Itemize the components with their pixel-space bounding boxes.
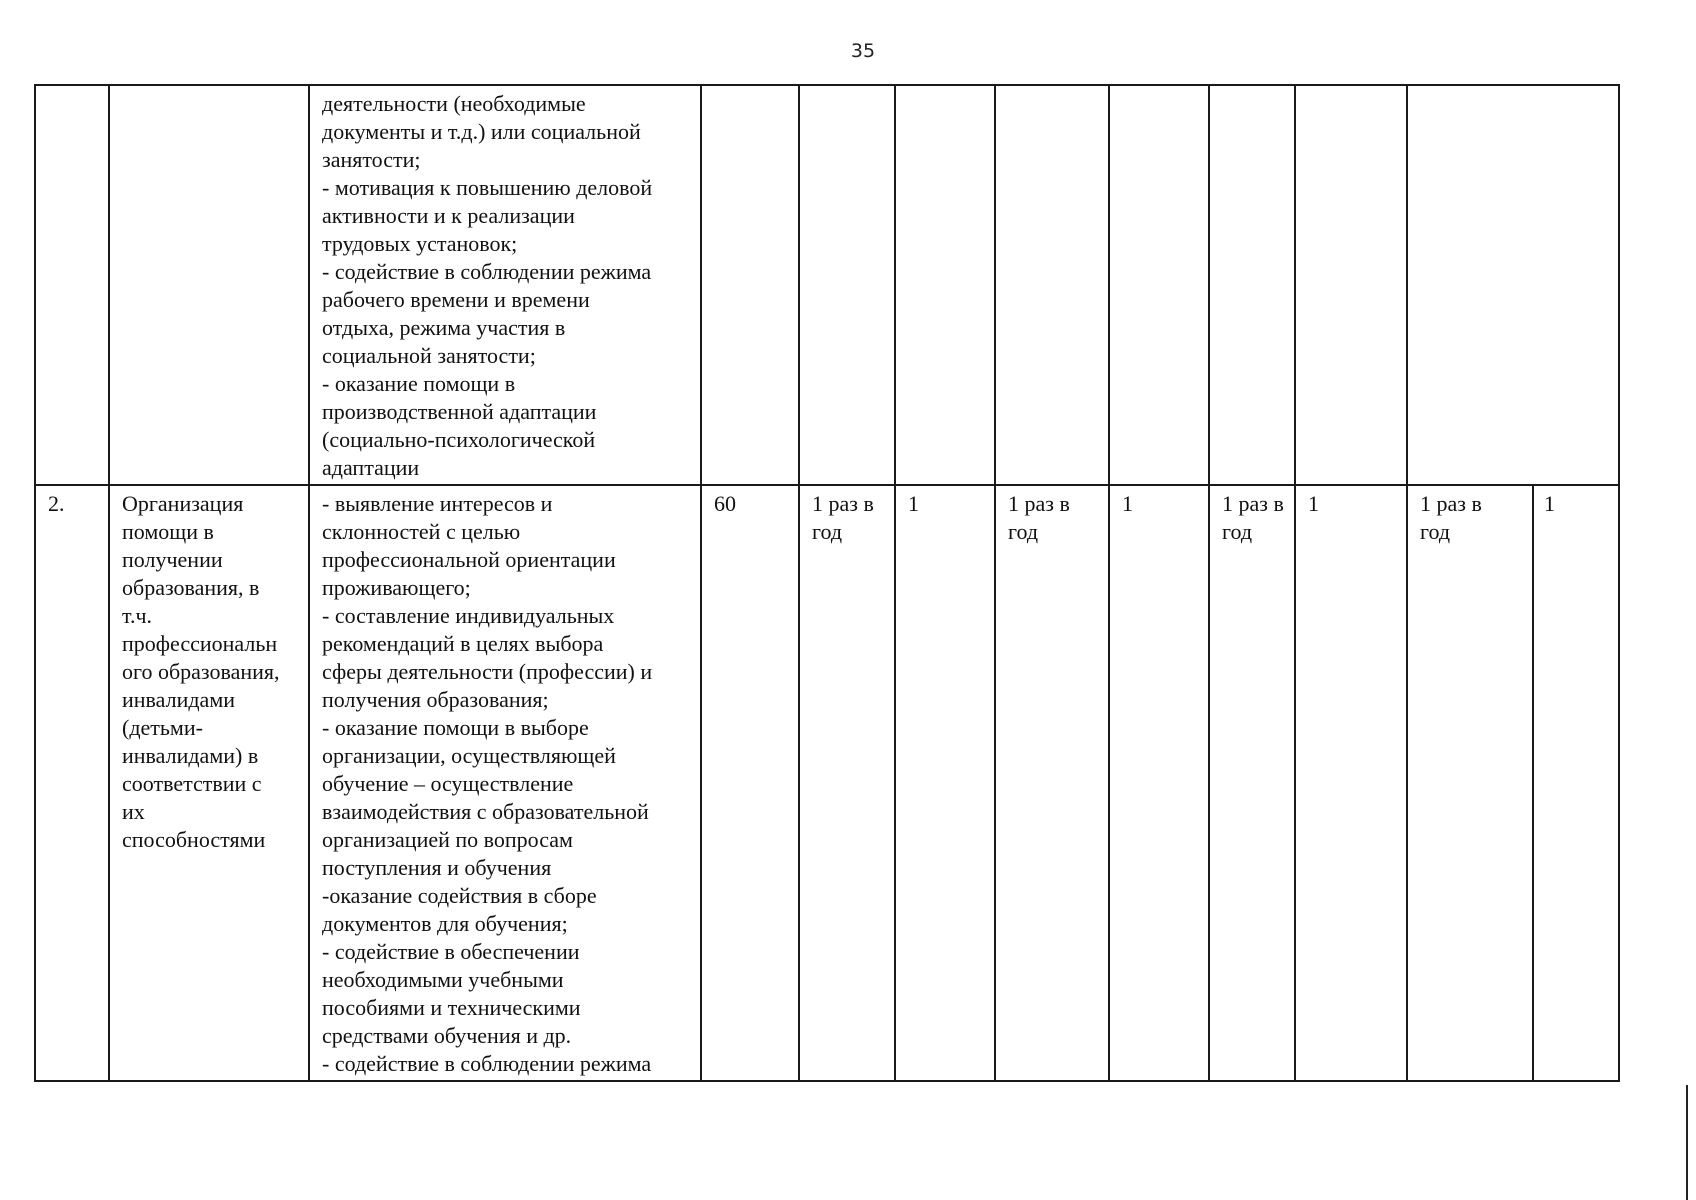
cell-number	[35, 85, 109, 485]
cell-time-norm: 60	[701, 485, 799, 1081]
cell-period-3-frequency: 1 раз в год	[1209, 485, 1295, 1081]
cell-service-content: деятельности (необходимые документы и т.д.) или социальной занятости; - мотивация к повышению деловой активности и к реализации трудовых установок; - содействие в соблюдении режима рабочего времени и времени отдыха, режима участия в социальной занятости; - оказание помощи в производственной адаптации (социально-психологической адаптации	[309, 85, 701, 485]
cell-service-name	[109, 85, 309, 485]
cell-period-3-frequency	[1209, 85, 1295, 485]
services-table	[34, 84, 1620, 1082]
page-number: 35	[850, 40, 876, 62]
cell-period-2-count	[1109, 85, 1209, 485]
cell-period-4-frequency: 1 раз в год	[1420, 491, 1482, 544]
cell-period-1-frequency: 1 раз в год	[799, 485, 895, 1081]
cell-period-2-frequency	[995, 85, 1109, 485]
cell-period-4	[1407, 485, 1619, 1081]
cell-period-1-count	[895, 85, 995, 485]
cell-service-content: - выявление интересов и склонностей с целью профессиональной ориентации проживающего; - составление индивидуальных рекомендаций в целях выбора сферы деятельности (профессии) и получения образования; - оказание помощи в выборе организации, осуществляющей обучение – осуществление взаимодействия с образовательной организацией по вопросам поступления и обучения -оказание содействия в сборе документов для обучения; - содействие в обеспечении необходимыми учебными пособиями и техническими средствами обучения и др. - содействие в соблюдении режима	[309, 485, 701, 1081]
cell-period-4	[1407, 85, 1619, 485]
cell-period-2-count: 1	[1109, 485, 1209, 1081]
scan-margin-line	[1686, 1085, 1688, 1200]
table-row-2	[35, 485, 1619, 1081]
cell-time-norm	[701, 85, 799, 485]
cell-period-3-count: 1	[1295, 485, 1407, 1081]
cell-period-2-frequency: 1 раз в год	[995, 485, 1109, 1081]
cell-period-1-frequency	[799, 85, 895, 485]
table-row-continuation	[35, 85, 1619, 485]
cell-period-1-count: 1	[895, 485, 995, 1081]
cell-number: 2.	[35, 485, 109, 1081]
cell-period-4-count: 1	[1532, 486, 1608, 1080]
cell-period-3-count	[1295, 85, 1407, 485]
cell-service-name: Организация помощи в получении образования, в т.ч. профессиональн ого образования, инвалидами (детьми- инвалидами) в соответствии с их способностями	[109, 485, 309, 1081]
